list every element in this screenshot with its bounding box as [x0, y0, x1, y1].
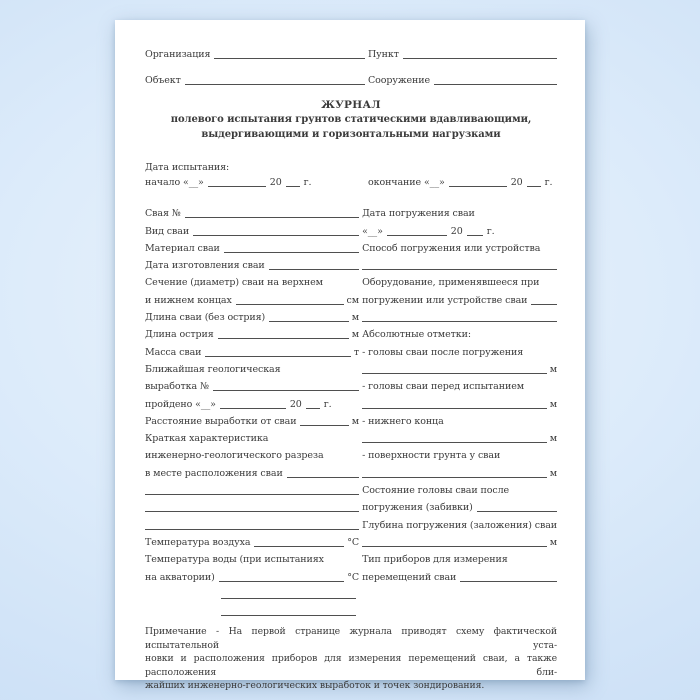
field-label: - поверхности грунта у сваи [362, 450, 501, 462]
field-label: 20 [289, 398, 302, 410]
object-label: Объект [145, 75, 181, 86]
organization-blank-line [214, 58, 365, 59]
form-row [145, 376, 359, 393]
test-date-start-year: 20 [269, 177, 282, 188]
footnote-line2: новки и расположения приборов для измерения перемещений сваи, а также расположения бли- [145, 653, 557, 678]
blank-line [219, 581, 344, 582]
form-row [145, 411, 359, 428]
field-label: «__» [362, 225, 383, 237]
field-label: Глубина погружения (заложения) сваи [362, 519, 557, 531]
field-label: выработка № [145, 381, 209, 393]
blank-line [362, 269, 557, 270]
form-row [145, 601, 359, 618]
blank-line [300, 425, 348, 426]
blank-line [287, 477, 359, 478]
blank-line [254, 546, 344, 547]
field-label: Абсолютные отметки: [362, 329, 471, 341]
form-grid-left-column [145, 203, 359, 618]
form-row [362, 428, 557, 445]
form-row [362, 549, 557, 566]
form-row [362, 376, 557, 393]
form-row [145, 272, 359, 289]
form-row [145, 238, 359, 255]
blank-line [362, 321, 557, 322]
organization-field [145, 49, 365, 61]
form-row [145, 445, 359, 462]
form-row [145, 289, 359, 306]
field-label: Температура воздуха [145, 536, 251, 548]
structure-field [368, 75, 557, 87]
organization-point-row [145, 46, 557, 61]
field-label: Состояние головы сваи после [362, 485, 510, 497]
blank-line [205, 356, 351, 357]
blank-line [387, 235, 447, 236]
blank-line [145, 529, 359, 530]
field-label: Краткая характеристика [145, 433, 269, 445]
field-label: Материал сваи [145, 242, 220, 254]
form-row [362, 220, 557, 237]
object-structure-row [145, 72, 557, 87]
document-title: ЖУРНАЛ [321, 99, 381, 111]
unit-label: т [353, 346, 360, 358]
test-date-start-year-blank [286, 186, 300, 187]
form-row [362, 566, 557, 583]
field-label: Способ погружения или устройства [362, 242, 541, 254]
blank-line [218, 338, 349, 339]
test-date-start-year-suffix: г. [303, 177, 312, 188]
form-row [145, 549, 359, 566]
blank-line [467, 235, 483, 236]
field-label: - головы сваи перед испытанием [362, 381, 525, 393]
field-label: - головы сваи после погружения [362, 346, 524, 358]
unit-label: °С [347, 536, 360, 548]
form-row [145, 462, 359, 479]
test-date-end-prefix: окончание «__» [368, 177, 445, 188]
object-field [145, 75, 365, 87]
form-row [362, 203, 557, 220]
point-label: Пункт [368, 49, 399, 60]
footnote [145, 625, 557, 693]
field-label: г. [323, 398, 332, 410]
point-field [368, 49, 557, 61]
field-label: - нижнего конца [362, 415, 444, 427]
form-grid-right-column [362, 203, 557, 618]
field-label: Масса сваи [145, 346, 202, 358]
field-label: пройдено «__» [145, 398, 216, 410]
test-date-end-year-blank [527, 186, 541, 187]
form-row [145, 584, 359, 601]
form-row [362, 445, 557, 462]
blank-line [236, 304, 344, 305]
unit-label: м [549, 467, 557, 479]
form-row [145, 359, 359, 376]
blank-line [362, 477, 547, 478]
unit-label: °С [347, 571, 360, 583]
form-row [145, 255, 359, 272]
footnote-line3: жайших инженерно-геологических выработок и точек зондирования. [145, 680, 485, 692]
form-row [145, 307, 359, 324]
field-label: Свая № [145, 208, 181, 220]
form-row [362, 272, 557, 289]
blank-line [306, 408, 320, 409]
test-date-end-blank-line [449, 186, 507, 187]
field-label: погружения (забивки) [362, 502, 473, 514]
form-row [145, 514, 359, 531]
test-date-start-blank-line [208, 186, 266, 187]
field-label: 20 [450, 225, 463, 237]
form-row [145, 497, 359, 514]
blank-line [185, 217, 359, 218]
unit-label: м [549, 536, 557, 548]
form-row [145, 220, 359, 237]
unit-label: м [351, 312, 360, 324]
document-subtitle-line1: полевого испытания грунтов статическими вдавливающими, [170, 114, 532, 125]
form-row [362, 324, 557, 341]
field-label: Длина сваи (без острия) [145, 312, 266, 324]
field-label: Температура воды (при испытаниях [145, 554, 324, 566]
blank-line [220, 408, 286, 409]
unit-label: см [346, 294, 360, 306]
blank-line [221, 615, 356, 616]
organization-label: Организация [145, 49, 211, 60]
field-label: Ближайшая геологическая [145, 363, 281, 375]
form-row [145, 393, 359, 410]
form-row [362, 514, 557, 531]
field-label: перемещений сваи [362, 571, 457, 583]
field-label: г. [486, 225, 495, 237]
blank-line [145, 511, 359, 512]
field-label: Расстояние выработки от сваи [145, 415, 297, 427]
test-date-end-year-suffix: г. [544, 177, 553, 188]
form-row [362, 359, 557, 376]
form-row [362, 393, 557, 410]
form-row [145, 341, 359, 358]
blank-line [460, 581, 557, 582]
field-label: Тип приборов для измерения [362, 554, 508, 566]
blank-line [213, 390, 359, 391]
blank-line [145, 494, 359, 495]
form-row [145, 532, 359, 549]
test-date-end-year: 20 [510, 177, 523, 188]
blank-line [531, 304, 557, 305]
structure-blank-line [434, 84, 557, 85]
document-title-block [145, 98, 557, 142]
form-row [362, 307, 557, 324]
test-date-start-prefix: начало «__» [145, 177, 204, 188]
point-blank-line [403, 58, 557, 59]
unit-label: м [549, 363, 557, 375]
form-row [362, 341, 557, 358]
blank-line [224, 252, 359, 253]
form-row [145, 203, 359, 220]
blank-line [477, 511, 557, 512]
form-row [362, 411, 557, 428]
blank-line [269, 269, 359, 270]
field-label: на акватории) [145, 571, 215, 583]
blank-line [221, 598, 356, 599]
field-label: Длина острия [145, 329, 214, 341]
test-date-label: Дата испытания: [145, 162, 230, 173]
field-label: и нижнем концах [145, 294, 232, 306]
form-row [145, 480, 359, 497]
unit-label: м [549, 433, 557, 445]
form-grid [145, 203, 557, 618]
test-date-row [145, 174, 557, 189]
field-label: Дата погружения сваи [362, 208, 475, 220]
object-blank-line [185, 84, 365, 85]
blank-line [362, 442, 547, 443]
field-label: Оборудование, применявшееся при [362, 277, 540, 289]
footnote-line1: Примечание - На первой странице журнала приводят схему фактической испытательной уста- [145, 626, 557, 651]
form-row [145, 324, 359, 341]
form-row [362, 238, 557, 255]
form-row [362, 532, 557, 549]
blank-line [193, 235, 359, 236]
form-row [362, 255, 557, 272]
field-label: инженерно-геологического разреза [145, 450, 324, 462]
field-label: Дата изготовления сваи [145, 260, 265, 272]
blank-line [269, 321, 349, 322]
field-label: в месте расположения сваи [145, 467, 283, 479]
form-row [362, 480, 557, 497]
blank-line [362, 408, 547, 409]
form-row [145, 428, 359, 445]
test-date-end-field [368, 177, 557, 189]
unit-label: м [351, 415, 360, 427]
blank-line [362, 373, 547, 374]
field-label: погружении или устройстве сваи [362, 294, 528, 306]
document-page [115, 20, 585, 692]
form-row [362, 497, 557, 514]
form-row [362, 462, 557, 479]
form-row [145, 566, 359, 583]
page-content [115, 20, 585, 692]
form-row [362, 289, 557, 306]
document-subtitle-line2: выдергивающими и горизонтальными нагрузками [201, 129, 501, 140]
blank-line [362, 546, 547, 547]
field-label: Вид сваи [145, 225, 190, 237]
test-date-start-field [145, 177, 365, 189]
field-label: Сечение (диаметр) сваи на верхнем [145, 277, 323, 289]
unit-label: м [351, 329, 360, 341]
structure-label: Сооружение [368, 75, 431, 86]
unit-label: м [549, 398, 557, 410]
